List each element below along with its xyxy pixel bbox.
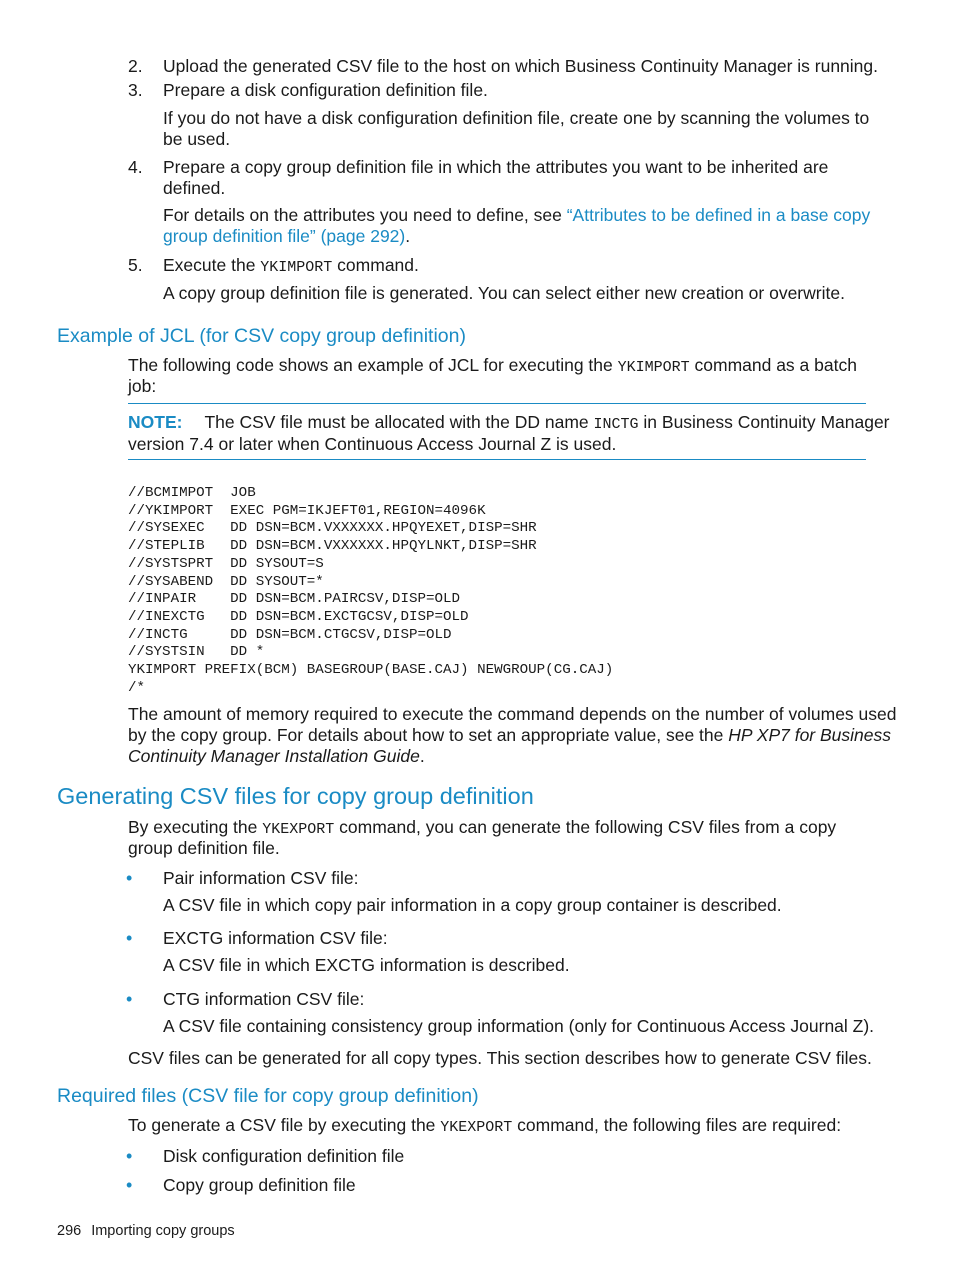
step-text: Prepare a disk configuration definition file. — [163, 80, 488, 100]
guide-title: Continuity Manager Installation Guide — [128, 746, 420, 766]
step-text: defined. — [163, 178, 226, 198]
step-number: 3. — [128, 80, 143, 100]
text-run: command, the following files are required: — [512, 1115, 842, 1135]
text-run: by the copy group. For details about how to set an appropriate value, see the — [128, 725, 729, 745]
jcl-code-block — [128, 485, 613, 697]
paragraph — [128, 355, 857, 378]
text-run: The CSV file must be allocated with the DD name — [204, 412, 594, 432]
text-run: Execute the — [163, 255, 261, 275]
code-line: //INEXCTG DD DSN=BCM.EXCTGCSV,DISP=OLD — [128, 608, 469, 625]
step-number: 5. — [128, 255, 143, 275]
section-heading: Example of JCL (for CSV copy group definition) — [57, 325, 466, 347]
step-subtext: be used. — [163, 129, 231, 149]
step-subtext: If you do not have a disk configuration definition file, create one by scanning the volumes to — [163, 108, 870, 128]
subtext-suffix: . — [405, 226, 411, 246]
text-run: in Business Continuity Manager — [638, 412, 890, 432]
code-line: //INPAIR DD DSN=BCM.PAIRCSV,DISP=OLD — [128, 591, 461, 608]
code-line: //SYSTSIN DD * — [128, 644, 265, 661]
text-run: To generate a CSV file by executing the — [128, 1115, 441, 1135]
paragraph — [128, 725, 891, 746]
note-text — [128, 412, 890, 435]
bullet-icon: • — [126, 928, 133, 948]
bullet-icon: • — [126, 1146, 133, 1166]
code-line: YKIMPORT PREFIX(BCM) BASEGROUP(BASE.CAJ) NEWGROUP(CG.CAJ) — [128, 662, 614, 679]
step-text: Prepare a copy group definition file in which the attributes you want to be inherited are — [163, 157, 829, 177]
code-line: //YKIMPORT EXEC PGM=IKJEFT01,REGION=4096K — [128, 502, 486, 519]
paragraph: CSV files can be generated for all copy types. This section describes how to generate CSV files. — [128, 1048, 872, 1068]
list-item: Pair information CSV file: — [163, 868, 359, 888]
code-line: //INCTG DD DSN=BCM.CTGCSV,DISP=OLD — [128, 626, 452, 643]
paragraph: The amount of memory required to execute the command depends on the number of volumes used — [128, 704, 897, 724]
paragraph: group definition file. — [128, 838, 280, 858]
list-item: Disk configuration definition file — [163, 1146, 405, 1166]
bullet-icon: • — [126, 989, 133, 1009]
step-number: 2. — [128, 56, 143, 76]
list-item-desc: A CSV file containing consistency group information (only for Continuous Access Journal Z). — [163, 1016, 875, 1036]
note-top-rule — [128, 403, 866, 404]
list-item-desc: A CSV file in which copy pair information in a copy group container is described. — [163, 895, 782, 915]
list-item: CTG information CSV file: — [163, 989, 365, 1009]
guide-title: HP XP7 for Business — [728, 725, 892, 745]
bullet-icon: • — [126, 1175, 133, 1195]
note-text: version 7.4 or later when Continuous Access Journal Z is used. — [128, 434, 617, 454]
step-subtext — [163, 205, 870, 226]
step-number: 4. — [128, 157, 143, 177]
section-heading: Required files (CSV file for copy group definition) — [57, 1085, 479, 1107]
paragraph — [128, 1115, 841, 1138]
note-label: NOTE: — [128, 412, 183, 432]
subtext-prefix: For details on the attributes you need to define, see — [163, 205, 567, 225]
section-heading: Generating CSV files for copy group definition — [57, 783, 534, 809]
code-line: //BCMIMPOT JOB — [128, 485, 256, 501]
cross-reference-link[interactable]: “Attributes to be defined in a base copy — [566, 205, 871, 225]
text-run: command. — [332, 255, 419, 275]
text-run: command as a batch — [689, 355, 857, 375]
code-line: //SYSTSPRT DD SYSOUT=S — [128, 555, 324, 572]
page-number: 296 — [57, 1223, 82, 1239]
code-line: /* — [128, 679, 146, 696]
footer-section-title: Importing copy groups — [91, 1223, 235, 1239]
code-line: //SYSABEND DD SYSOUT=* — [128, 573, 324, 590]
text-run: . — [419, 746, 425, 766]
text-run: The following code shows an example of JCL for executing the — [128, 355, 618, 375]
list-item: Copy group definition file — [163, 1175, 356, 1195]
step-text — [163, 255, 419, 278]
dd-name: INCTG — [593, 416, 639, 433]
command-name: YKEXPORT — [262, 821, 335, 838]
command-name: YKEXPORT — [440, 1119, 513, 1136]
step-subtext — [163, 226, 410, 247]
cross-reference-link[interactable]: group definition file” (page 292) — [163, 226, 406, 246]
paragraph: job: — [128, 376, 157, 396]
bullet-icon: • — [126, 868, 133, 888]
text-run: command, you can generate the following CSV files from a copy — [334, 817, 837, 837]
code-line: //SYSEXEC DD DSN=BCM.VXXXXXX.HPQYEXET,DISP=SHR — [128, 520, 537, 537]
command-name: YKIMPORT — [617, 359, 690, 376]
list-item-desc: A CSV file in which EXCTG information is described. — [163, 955, 570, 975]
step-subtext: A copy group definition file is generated. You can select either new creation or overwrite. — [163, 283, 845, 303]
note-bottom-rule — [128, 459, 866, 460]
text-run: By executing the — [128, 817, 263, 837]
paragraph — [128, 817, 836, 840]
page-footer — [57, 1222, 235, 1240]
code-line: //STEPLIB DD DSN=BCM.VXXXXXX.HPQYLNKT,DISP=SHR — [128, 538, 537, 555]
list-item: EXCTG information CSV file: — [163, 928, 388, 948]
step-text: Upload the generated CSV file to the host on which Business Continuity Manager is running. — [163, 56, 879, 76]
command-name: YKIMPORT — [260, 259, 333, 276]
paragraph — [128, 746, 425, 767]
